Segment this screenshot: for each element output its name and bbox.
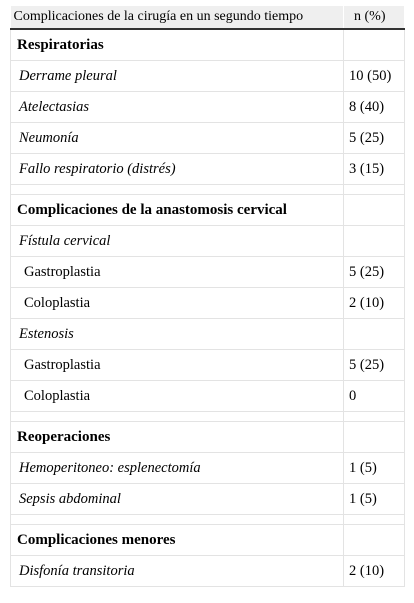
table-row: [11, 257, 405, 288]
row-label: Sepsis abdominal: [11, 484, 344, 515]
table-row: [11, 556, 405, 587]
row-label: Atelectasias: [11, 92, 344, 123]
spacer-row: [11, 185, 405, 195]
spacer-row: [11, 515, 405, 525]
complications-table: [10, 6, 405, 587]
row-label: Hemoperitoneo: esplenectomía: [11, 453, 344, 484]
row-label: Disfonía transitoria: [11, 556, 344, 587]
spacer-cell: [11, 412, 344, 422]
row-value: [344, 525, 405, 556]
spacer-cell: [344, 515, 405, 525]
spacer-cell: [11, 515, 344, 525]
table-row: [11, 484, 405, 515]
table-row: [11, 350, 405, 381]
header-row: [11, 6, 405, 29]
row-value: [344, 226, 405, 257]
section-label: Reoperaciones: [11, 422, 344, 453]
row-label: Gastroplastia: [11, 257, 344, 288]
table-row: [11, 123, 405, 154]
table-header: [11, 6, 405, 29]
table-row: [11, 319, 405, 350]
row-value: 1 (5): [344, 453, 405, 484]
table-row: [11, 92, 405, 123]
row-value: 2 (10): [344, 556, 405, 587]
table-row: [11, 226, 405, 257]
header-n-percent: n (%): [344, 6, 405, 29]
row-value: 5 (25): [344, 123, 405, 154]
row-label: Fístula cervical: [11, 226, 344, 257]
row-value: 5 (25): [344, 257, 405, 288]
row-value: 3 (15): [344, 154, 405, 185]
table-row: [11, 61, 405, 92]
spacer-cell: [344, 185, 405, 195]
table-row: [11, 154, 405, 185]
row-label: Coloplastia: [11, 381, 344, 412]
row-value: [344, 29, 405, 61]
spacer-cell: [11, 185, 344, 195]
table-row: [11, 288, 405, 319]
section-label: Complicaciones menores: [11, 525, 344, 556]
row-value: 5 (25): [344, 350, 405, 381]
table-body: [11, 29, 405, 587]
row-value: 0: [344, 381, 405, 412]
row-value: 1 (5): [344, 484, 405, 515]
row-label: Neumonía: [11, 123, 344, 154]
table-row: [11, 453, 405, 484]
row-label: Coloplastia: [11, 288, 344, 319]
spacer-row: [11, 412, 405, 422]
row-label: Gastroplastia: [11, 350, 344, 381]
row-value: [344, 319, 405, 350]
section-row: [11, 525, 405, 556]
row-label: Fallo respiratorio (distrés): [11, 154, 344, 185]
header-complications: Complicaciones de la cirugía en un segundo tiempo: [11, 6, 344, 29]
row-value: [344, 195, 405, 226]
section-label: Complicaciones de la anastomosis cervical: [11, 195, 344, 226]
spacer-cell: [344, 412, 405, 422]
table-row: [11, 381, 405, 412]
section-row: [11, 29, 405, 61]
row-value: 8 (40): [344, 92, 405, 123]
row-label: Estenosis: [11, 319, 344, 350]
row-value: 10 (50): [344, 61, 405, 92]
section-row: [11, 195, 405, 226]
row-label: Derrame pleural: [11, 61, 344, 92]
row-value: [344, 422, 405, 453]
section-label: Respiratorias: [11, 29, 344, 61]
row-value: 2 (10): [344, 288, 405, 319]
section-row: [11, 422, 405, 453]
